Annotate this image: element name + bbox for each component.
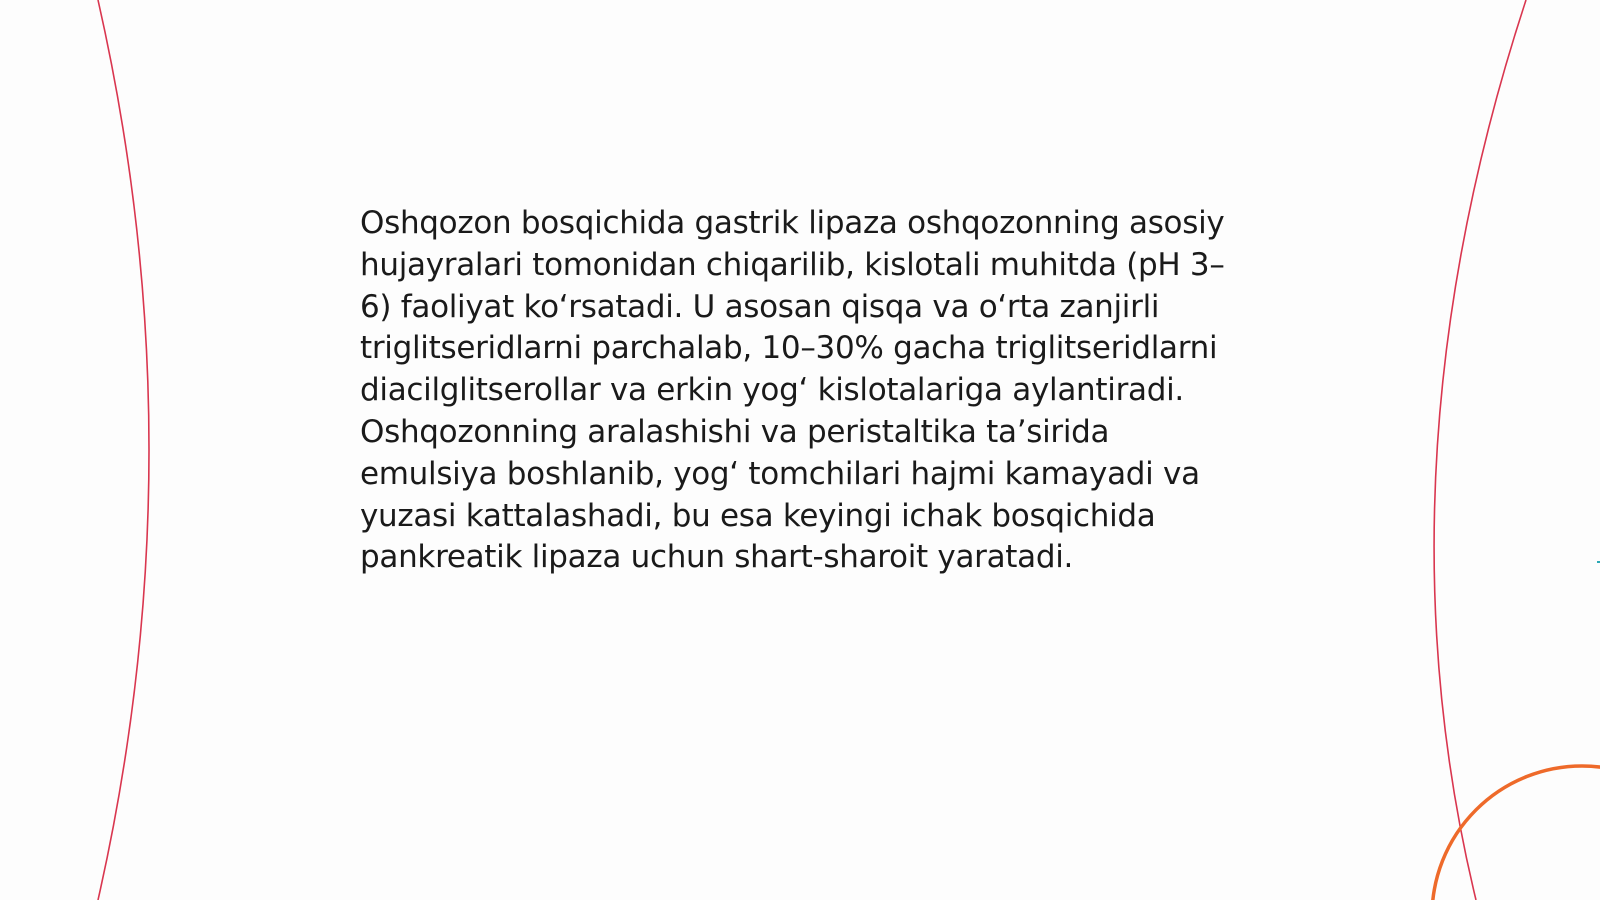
corner-circle	[1432, 766, 1600, 900]
left-arc-line	[98, 0, 149, 900]
slide-body-text: Oshqozon bosqichida gastrik lipaza oshqozonning asosiy hujayralari tomonidan chiqarilib, kislotali muhitda (pH 3–6) faoliyat koʻrsatadi. U asosan qisqa va oʻrta zanjirli triglitseridlarni parchalab, 10–30% gacha triglitseridlarni diacilglitserollar va erkin yogʻ kislotalariga aylantiradi. Oshqozonning aralashishi va peristaltika taʼsirida emulsiya boshlanib, yogʻ tomchilari hajmi kamayadi va yuzasi kattalashadi, bu esa keyingi ichak bosqichida pankreatik lipaza uchun shart-sharoit yaratadi.	[360, 205, 1225, 576]
right-arc-line	[1434, 0, 1526, 900]
